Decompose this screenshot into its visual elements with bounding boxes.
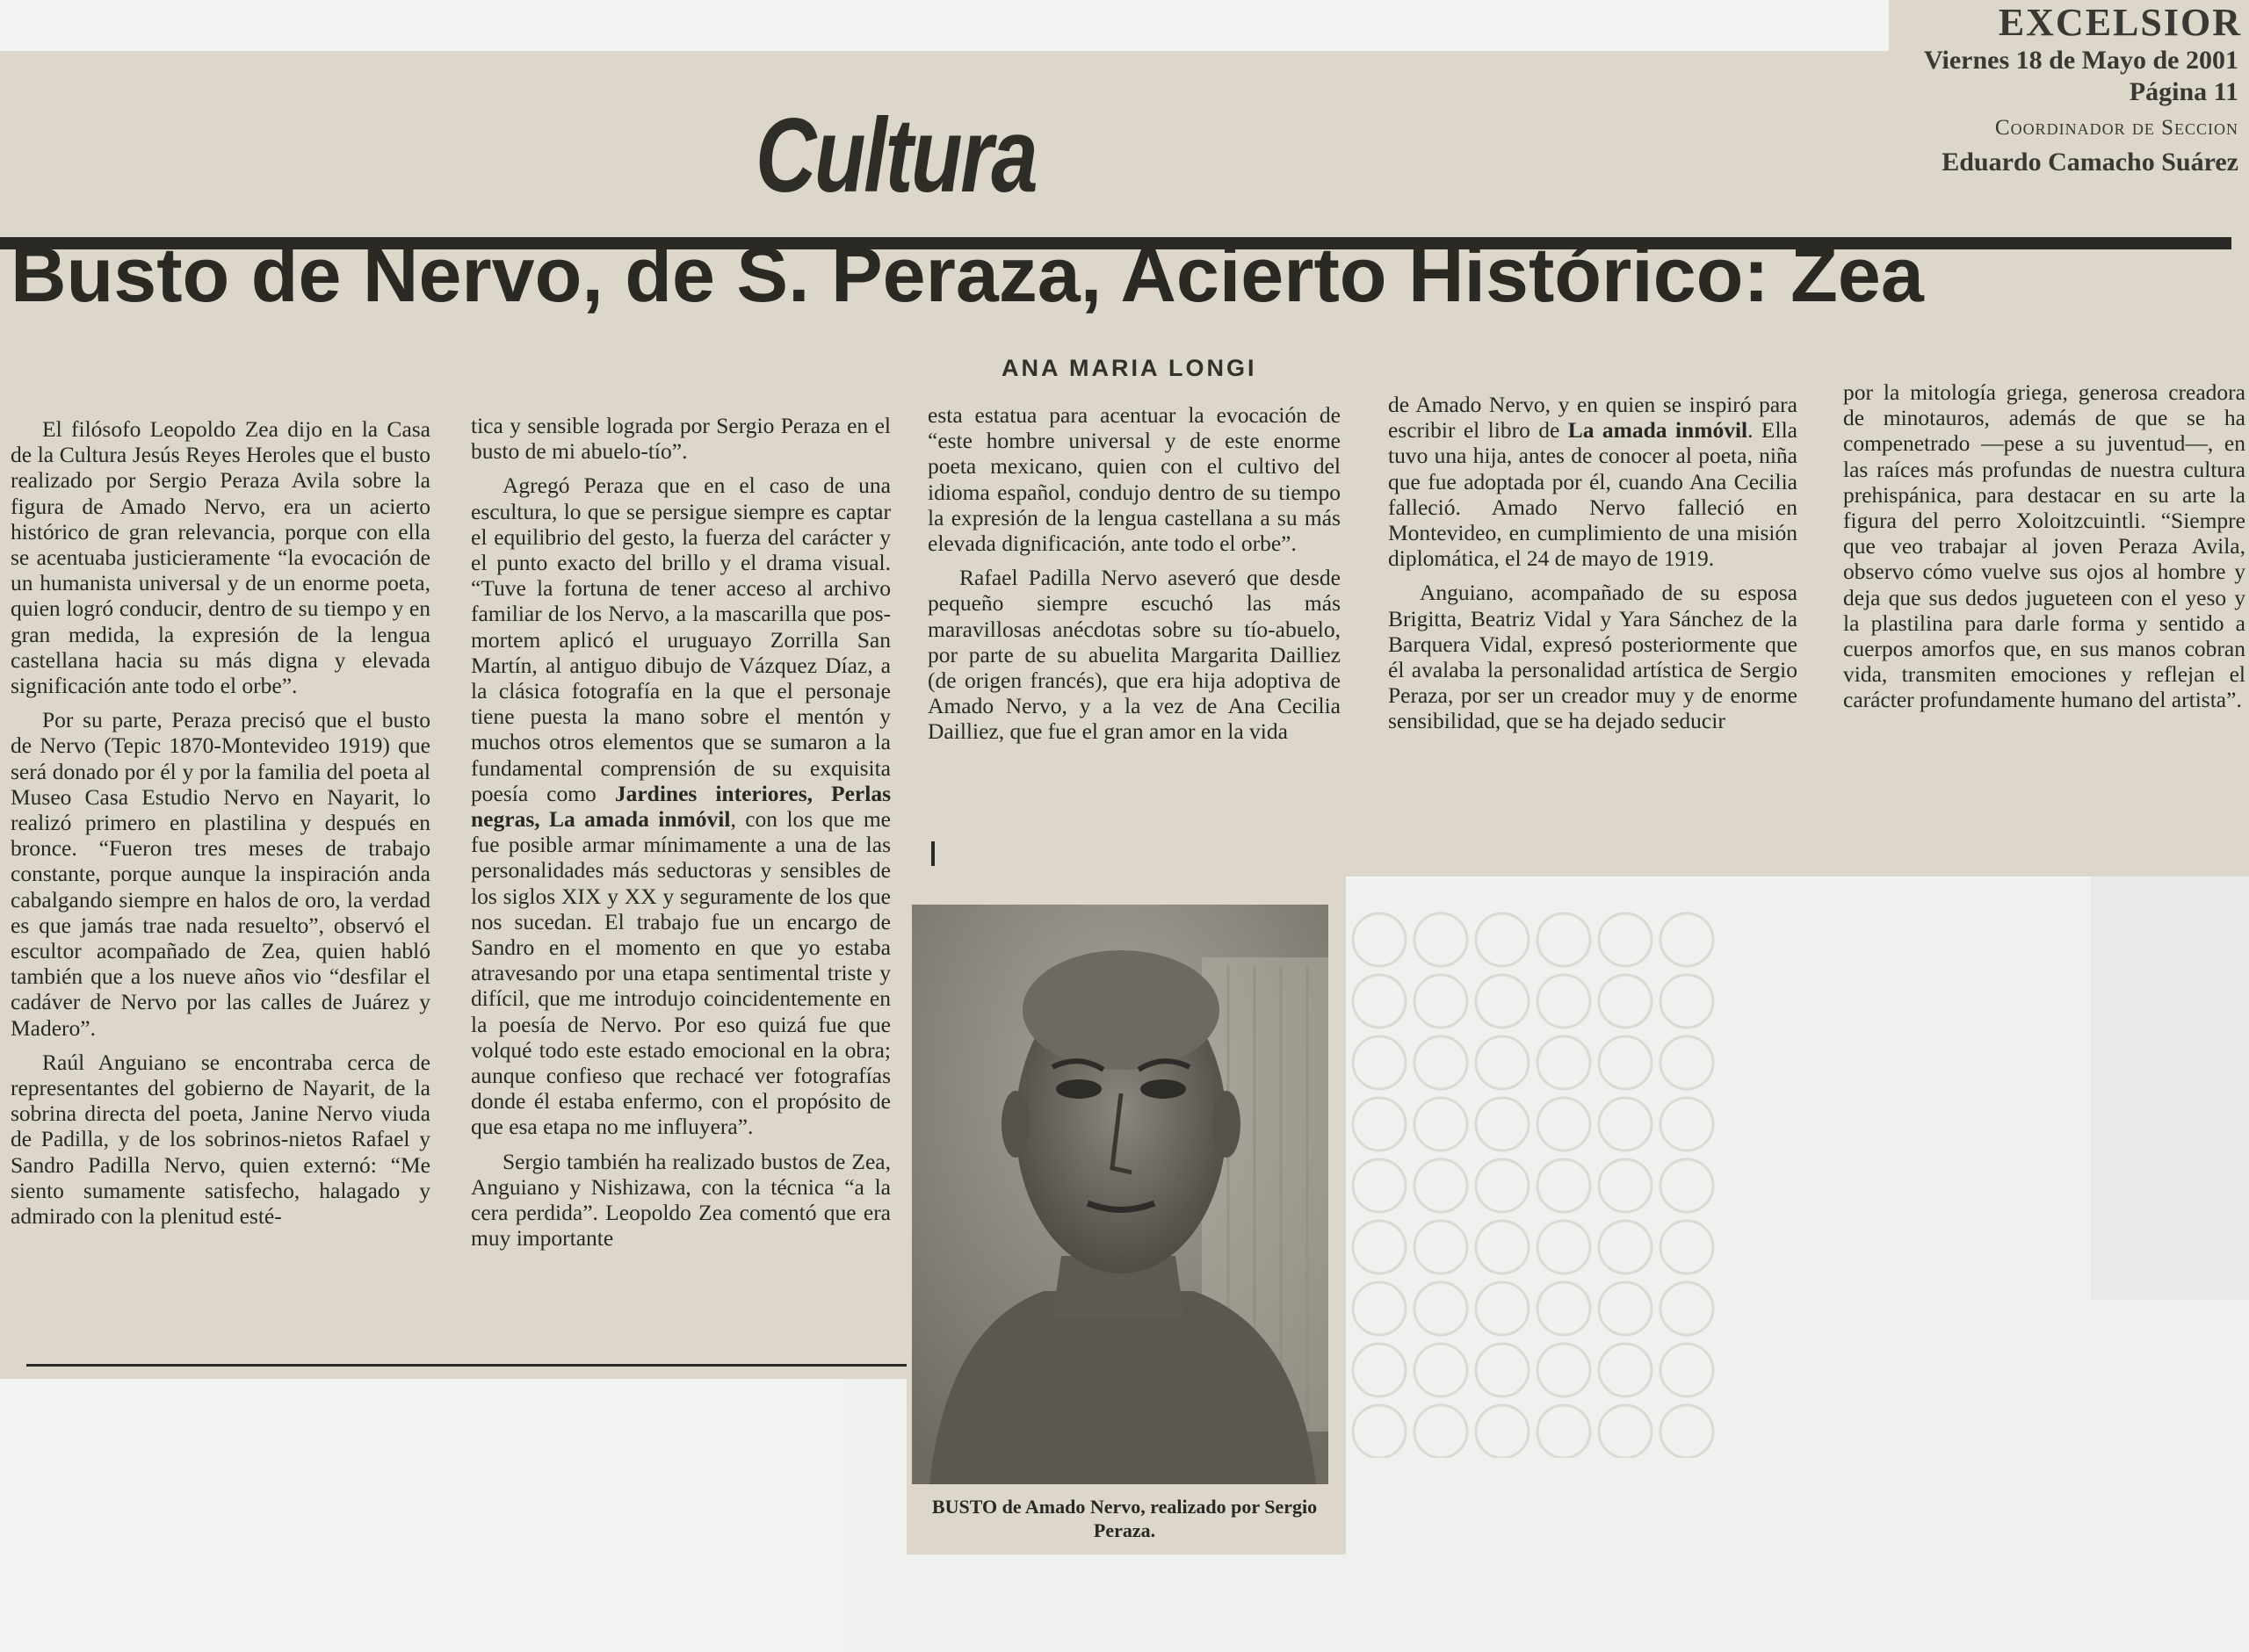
article-paragraph: por la mitología griega, generosa creadora de minotauros, además de que se ha compenetrado —pese a su juventud—, en las raíces más profundas de nuestra cultura prehispánica, para destacar en su arte la figura del perro Xoloitzcuintli. “Siempre que veo trabajar al joven Peraza Avila, observo cómo vuelve sus ojos al hombre y deja que sus dedos jugueteen con el yeso y la plastilina para darle forma y sentido a cuerpos amorfos que, en sus manos cobran vida, transmiten emociones y reflejan el carácter profundamente humano del artista”. [1843,379,2245,713]
article-column-1 [11,416,430,1237]
photo-caption: BUSTO de Amado Nervo, realizado por Sergio Peraza. [931,1496,1318,1541]
article-paragraph: Rafael Padilla Nervo aseveró que desde pequeño siempre escuchó las más maravillosas anécdotas sobre su tío-abuelo, por parte de su abuelita Margarita Dailliez (de origen francés), que era hija adoptiva de Amado Nervo, y a la vez de Ana Cecilia Dailliez, que fue el gran amor en la vida [928,565,1341,745]
article-paragraph [471,473,891,1139]
paragraph-text: de Amado Nervo, y en quien se inspiró para escribir el libro de [1388,392,1797,444]
section-title: Cultura [756,97,1037,214]
issue-date: Viernes 18 de Mayo de 2001 [1923,46,2238,75]
article-headline: Busto de Nervo, de S. Peraza, Acierto Histórico: Zea [11,231,1924,318]
background-circle-pattern [1344,905,1748,1458]
article-paragraph: Anguiano, acompañado de su esposa Brigitta, Beatriz Vidal y Yara Sánchez de la Barquera Vidal, expresó posteriormente que él avalaba la personalidad artística de Sergio Peraza, por ser un creador muy y de enorme sensibilidad, que se ha dejado seducir [1388,580,1797,734]
paragraph-text: . Ella tuvo una hija, antes de conocer al poeta, niña que fue adoptada por él, cuando Ana Cecilia falleció. Amado Nervo falleció en Montevideo, en cumplimiento de una misión diplomática, el 24 de mayo de 1919. [1388,417,1797,572]
small-rule [931,841,935,866]
article-paragraph: Sergio también ha realizado bustos de Zea, Anguiano y Nishizawa, con la técnica “a la cera perdida”. Leopoldo Zea comentó que era muy importante [471,1148,891,1252]
article-column-3 [928,402,1341,754]
article-column-2 [471,413,891,1260]
article-paragraph: esta estatua para acentuar la evocación de “este hombre universal y de este enorme poeta mexicano, quien con el cultivo del idioma español, condujo dentro de su tiempo la expresión de la lengua castellana a su más elevada dignificación, ante todo el orbe”. [928,402,1341,557]
paragraph-text: , con los que me fue posible armar mínimamente a una de las personalidades más seductoras y sensibles de los siglos XIX y XX y seguramente de los que nos sucedan. El trabajo fue un encargo de Sandro en el momento en que yo estaba atravesando por una etapa sentimental triste y difícil, que me introdujo coincidentemente en la poesía de Nervo. Por eso quizá fue que volqué todo este estado emocional en la obra; aunque confieso que rechacé ver fotografías donde él estaba enfermo, con el propósito de que esa etapa no me influyera”. [471,806,891,1140]
article-paragraph [1388,392,1797,571]
book-titles: Jardines interiores, Perlas negras, La amada inmóvil [471,780,891,833]
article-paragraph: Por su parte, Peraza precisó que el busto de Nervo (Tepic 1870-Montevideo 1919) que será donado por él y por la familia del poeta al Museo Casa Estudio Nervo en Nayarit, lo realizó primero en plastilina y después en bronce. “Fueron tres meses de trabajo constante, porque aunque la inspiración anda cabalgando siempre en halos de oro, la verdad es que jamás trae nada resuelto”, observó el escultor acompañado de Zea, quien habló también que a los nueve años vio “desfilar el cadáver de Nervo por las calles de Juárez y Madero”. [11,707,430,1041]
byline: ANA MARIA LONGI [1002,355,1257,381]
article-paragraph: Raúl Anguiano se encontraba cerca de representantes del gobierno de Nayarit, de la sobrina directa del poeta, Janine Nervo viuda de Padilla, y de los sobrinos-nietos Rafael y Sandro Padilla Nervo, quien externó: “Me siento sumamente satisfecho, halagado y admirado con la plenitud esté- [11,1049,430,1230]
book-title: La amada inmóvil [1567,417,1748,444]
article-paragraph: tica y sensible lograda por Sergio Peraza en el busto de mi abuelo-tío”. [471,413,891,465]
masthead: EXCELSIOR [1998,1,2242,44]
coordinator-name: Eduardo Camacho Suárez [1942,148,2238,177]
article-column-4 [1388,392,1797,743]
page-number: Página 11 [2129,77,2238,106]
bottom-rule [26,1364,907,1367]
article-column-5 [1843,379,2245,722]
bust-illustration [912,905,1328,1484]
coordinator-label: Coordinador de Seccion [1994,116,2238,140]
article-paragraph: El filósofo Leopoldo Zea dijo en la Casa de la Cultura Jesús Reyes Heroles que el busto realizado por Sergio Peraza Avila sobre la figura de Amado Nervo, era un acierto histórico de gran relevancia, porque con ella se acentuaba justicieramente “la evocación de un humanista universal y de un enorme poeta, quien logró conducir, dentro de su tiempo y en gran medida, la expresión de la lengua castellana hacia su más digna y elevada significación ante todo el orbe”. [11,416,430,699]
paragraph-text: Agregó Peraza que en el caso de una escultura, lo que se persigue siempre es captar el equilibrio del gesto, la fuerza del carácter y el punto exacto del brillo y el drama visual. “Tuve la fortuna de tener acceso al archivo familiar de los Nervo, a la mascarilla que pos-mortem aplicó el uruguayo Zorrilla San Martín, al antiguo dibujo de Vázquez Díaz, a la clásica fotografía en la que el personaje tiene puesta la mano sobre el mentón y muchos otros elementos que se sumaron a la fundamental comprensión de su exquisita poesía como [471,473,891,806]
bust-photo [912,905,1328,1484]
